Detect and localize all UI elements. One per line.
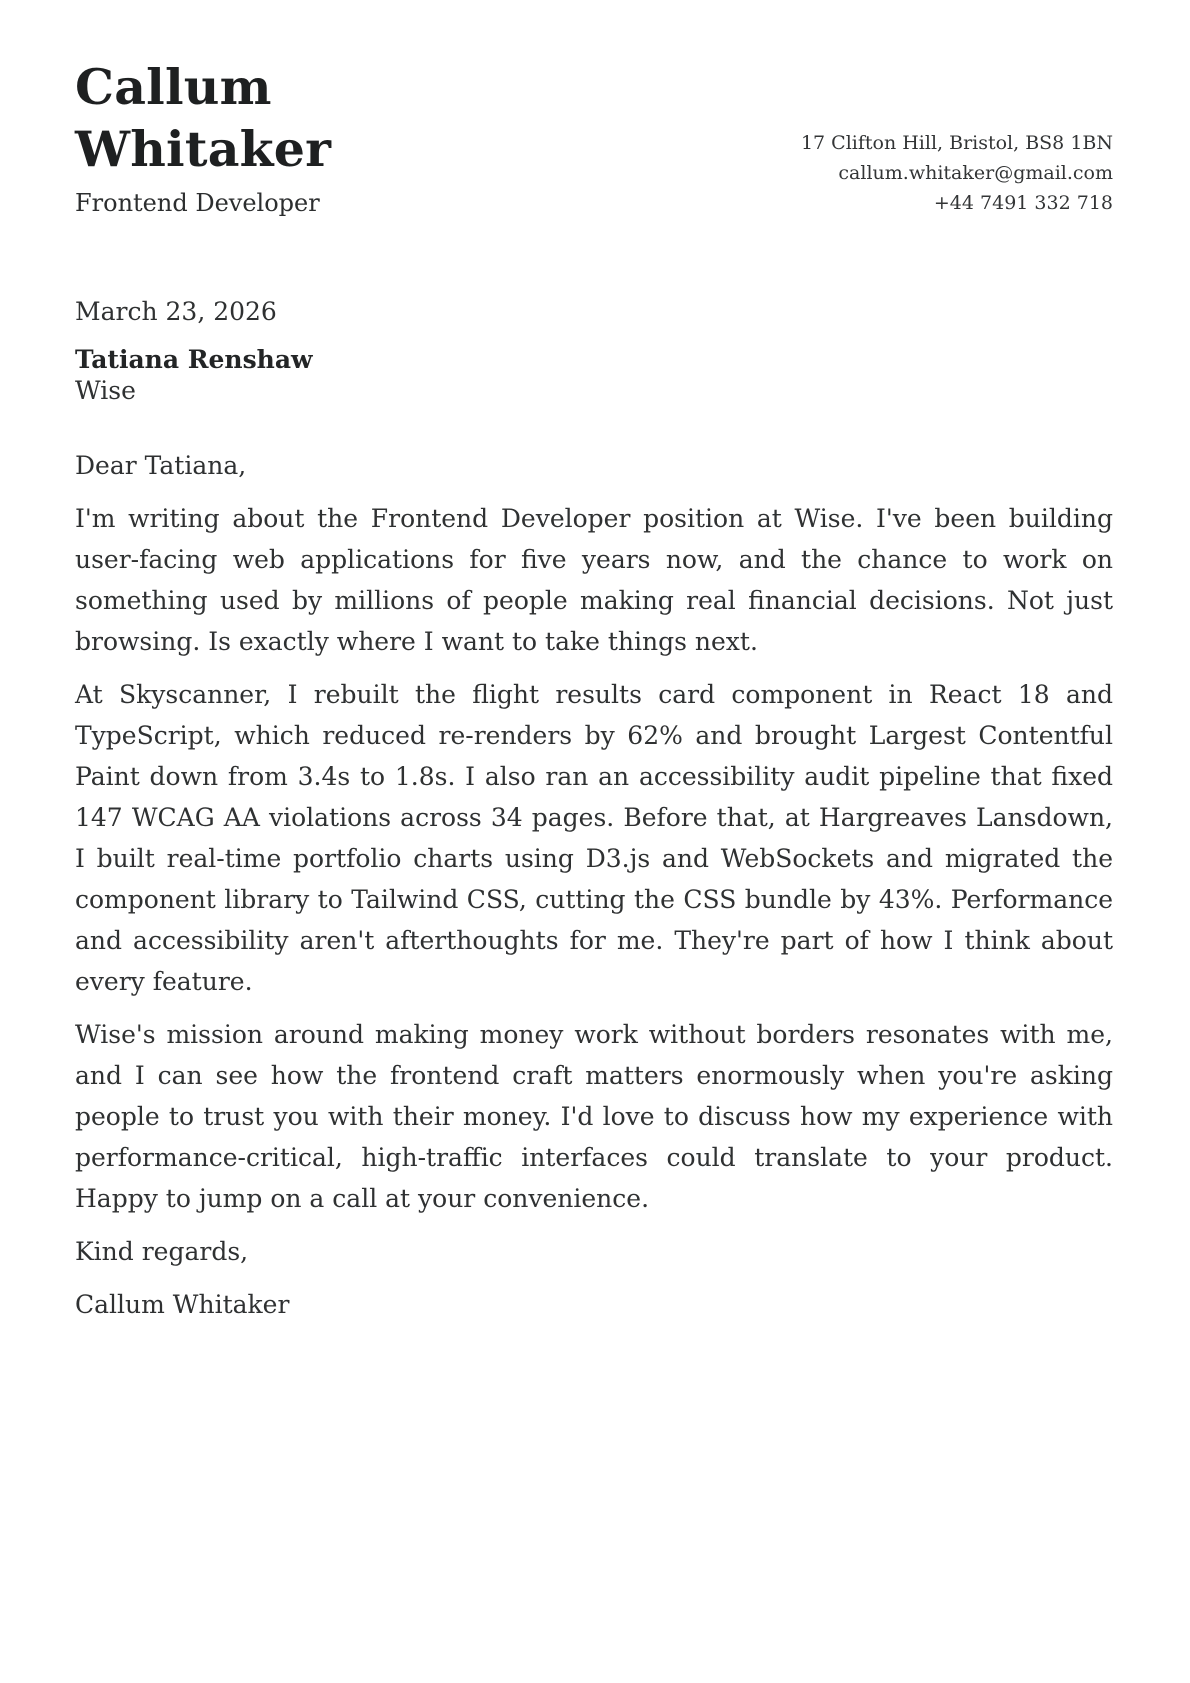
letter-header (75, 56, 1113, 220)
recipient-company: Wise (75, 376, 136, 405)
contact-address: 17 Clifton Hill, Bristol, BS8 1BN (800, 132, 1113, 154)
contact-email: callum.whitaker@gmail.com (838, 162, 1113, 184)
body-paragraph-2: At Skyscanner, I rebuilt the flight results card component in React 18 and TypeScript, which reduced re-renders by 62% and brought Largest Contentful Paint down from 3.4s to 1.8s. I also ran an accessibility audit pipeline that fixed 147 WCAG AA violations across 34 pages. Before that, at Hargreaves Lansdown, I built real-time portfolio charts using D3.js and WebSockets and migrated the component library to Tailwind CSS, cutting the CSS bundle by 43%. Performance and accessibility aren't afterthoughts for me. They're part of how I think about every feature. (75, 680, 1113, 996)
sender-name-line2: Whitaker (75, 120, 332, 178)
recipient-block (75, 344, 1113, 406)
salutation: Dear Tatiana, (75, 451, 247, 480)
recipient-name: Tatiana Renshaw (75, 345, 313, 374)
sender-name-line1: Callum (75, 58, 272, 116)
contact-phone: +44 7491 332 718 (933, 192, 1113, 214)
body-paragraph-1: I'm writing about the Frontend Developer position at Wise. I've been building user-facing web applications for five years now, and the chance to work on something used by millions of people making real financial decisions. Not just browsing. Is exactly where I want to take things next. (75, 504, 1113, 656)
sender-name (75, 56, 331, 180)
letter-date: March 23, 2026 (75, 297, 277, 326)
sender-job-title: Frontend Developer (75, 189, 320, 217)
contact-block (801, 128, 1113, 220)
sender-identity (75, 56, 331, 220)
closing-line: Kind regards, (75, 1237, 249, 1266)
body-paragraph-3: Wise's mission around making money work without borders resonates with me, and I can see how the frontend craft matters enormously when you're asking people to trust you with their money. I'd love to discuss how my experience with performance-critical, high-traffic interfaces could translate to your product. Happy to jump on a call at your convenience. (75, 1020, 1113, 1213)
signature-name: Callum Whitaker (75, 1290, 290, 1319)
